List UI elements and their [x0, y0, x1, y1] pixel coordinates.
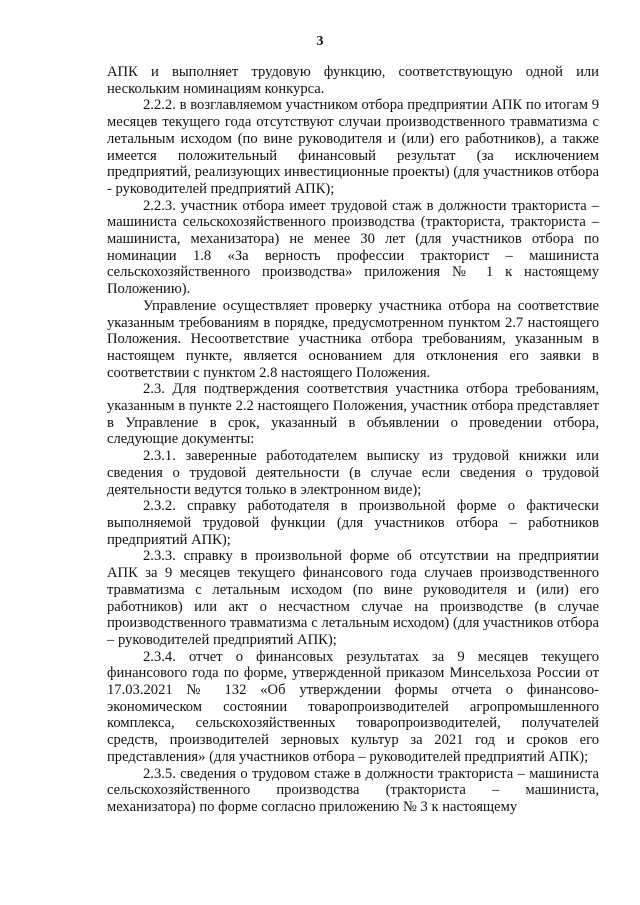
- paragraph-continuation: АПК и выполняет трудовую функцию, соответствующую одной или нескольким номинациям конкурса.: [107, 64, 599, 97]
- paragraph-2-3-1: 2.3.1. заверенные работодателем выписку из трудовой книжки или сведения о трудовой деятельности (в случае если сведения о трудовой деятельности ведутся только в электронном виде);: [107, 448, 599, 498]
- paragraph-2-2-2: 2.2.2. в возглавляемом участником отбора предприятии АПК по итогам 9 месяцев текущего года отсутствуют случаи производственного травматизма с летальным исходом (по вине руководителя и (или) его работников), а также имеется положительный финансовый результат (за исключением предприятий, реализующих инвестиционные проекты) (для участников отбора - руководителей предприятий АПК);: [107, 97, 599, 197]
- page-number: 3: [316, 34, 324, 49]
- document-body: [107, 64, 599, 816]
- paragraph-verification: Управление осуществляет проверку участника отбора на соответствие указанным требованиям в порядке, предусмотренном пунктом 2.7 настоящего Положения. Несоответствие участника отбора требованиям, указанным в настоящем пункте, является основанием для отклонения его заявки в соответствии с пунктом 2.8 настоящего Положения.: [107, 297, 599, 381]
- paragraph-2-3-4: 2.3.4. отчет о финансовых результатах за 9 месяцев текущего финансового года по форме, утвержденной приказом Минсельхоза России от 17.03.2021 № 132 «Об утверждении формы отчета о финансово-экономическом состоянии товаропроизводителей агропромышленного комплекса, сельскохозяйственных товаропроизводителей, получателей средств, производителей зерновых культур за 2021 год и сроков его представления» (для участников отбора – руководителей предприятий АПК);: [107, 648, 599, 765]
- paragraph-2-2-3: 2.2.3. участник отбора имеет трудовой стаж в должности тракториста – машиниста сельскохозяйственного производства (тракториста, тракториста – машиниста, механизатора) не менее 30 лет (для участников отбора по номинации 1.8 «За верность профессии тракторист – машиниста сельскохозяйственного производства» приложения № 1 к настоящему Положению).: [107, 197, 599, 298]
- paragraph-2-3-2: 2.3.2. справку работодателя в произвольной форме о фактически выполняемой трудовой функции (для участников отбора – работников предприятий АПК);: [107, 498, 599, 548]
- paragraph-2-3-5: 2.3.5. сведения о трудовом стаже в должности тракториста – машиниста сельскохозяйственного производства (тракториста – машиниста, механизатора) по форме согласно приложению № 3 к настоящему: [107, 765, 599, 815]
- paragraph-2-3: 2.3. Для подтверждения соответствия участника отбора требованиям, указанным в пункте 2.2 настоящего Положения, участник отбора представляет в Управление в срок, указанный в объявлении о проведении отбора, следующие документы:: [107, 381, 599, 448]
- paragraph-2-3-3: 2.3.3. справку в произвольной форме об отсутствии на предприятии АПК за 9 месяцев текущего финансового года случаев производственного травматизма с летальным исходом (по вине руководителя и (или) его работников) или акт о несчастном случае на производстве (в случае производственного травматизма с летальным исходом) (для участников отбора – руководителей предприятий АПК);: [107, 548, 599, 648]
